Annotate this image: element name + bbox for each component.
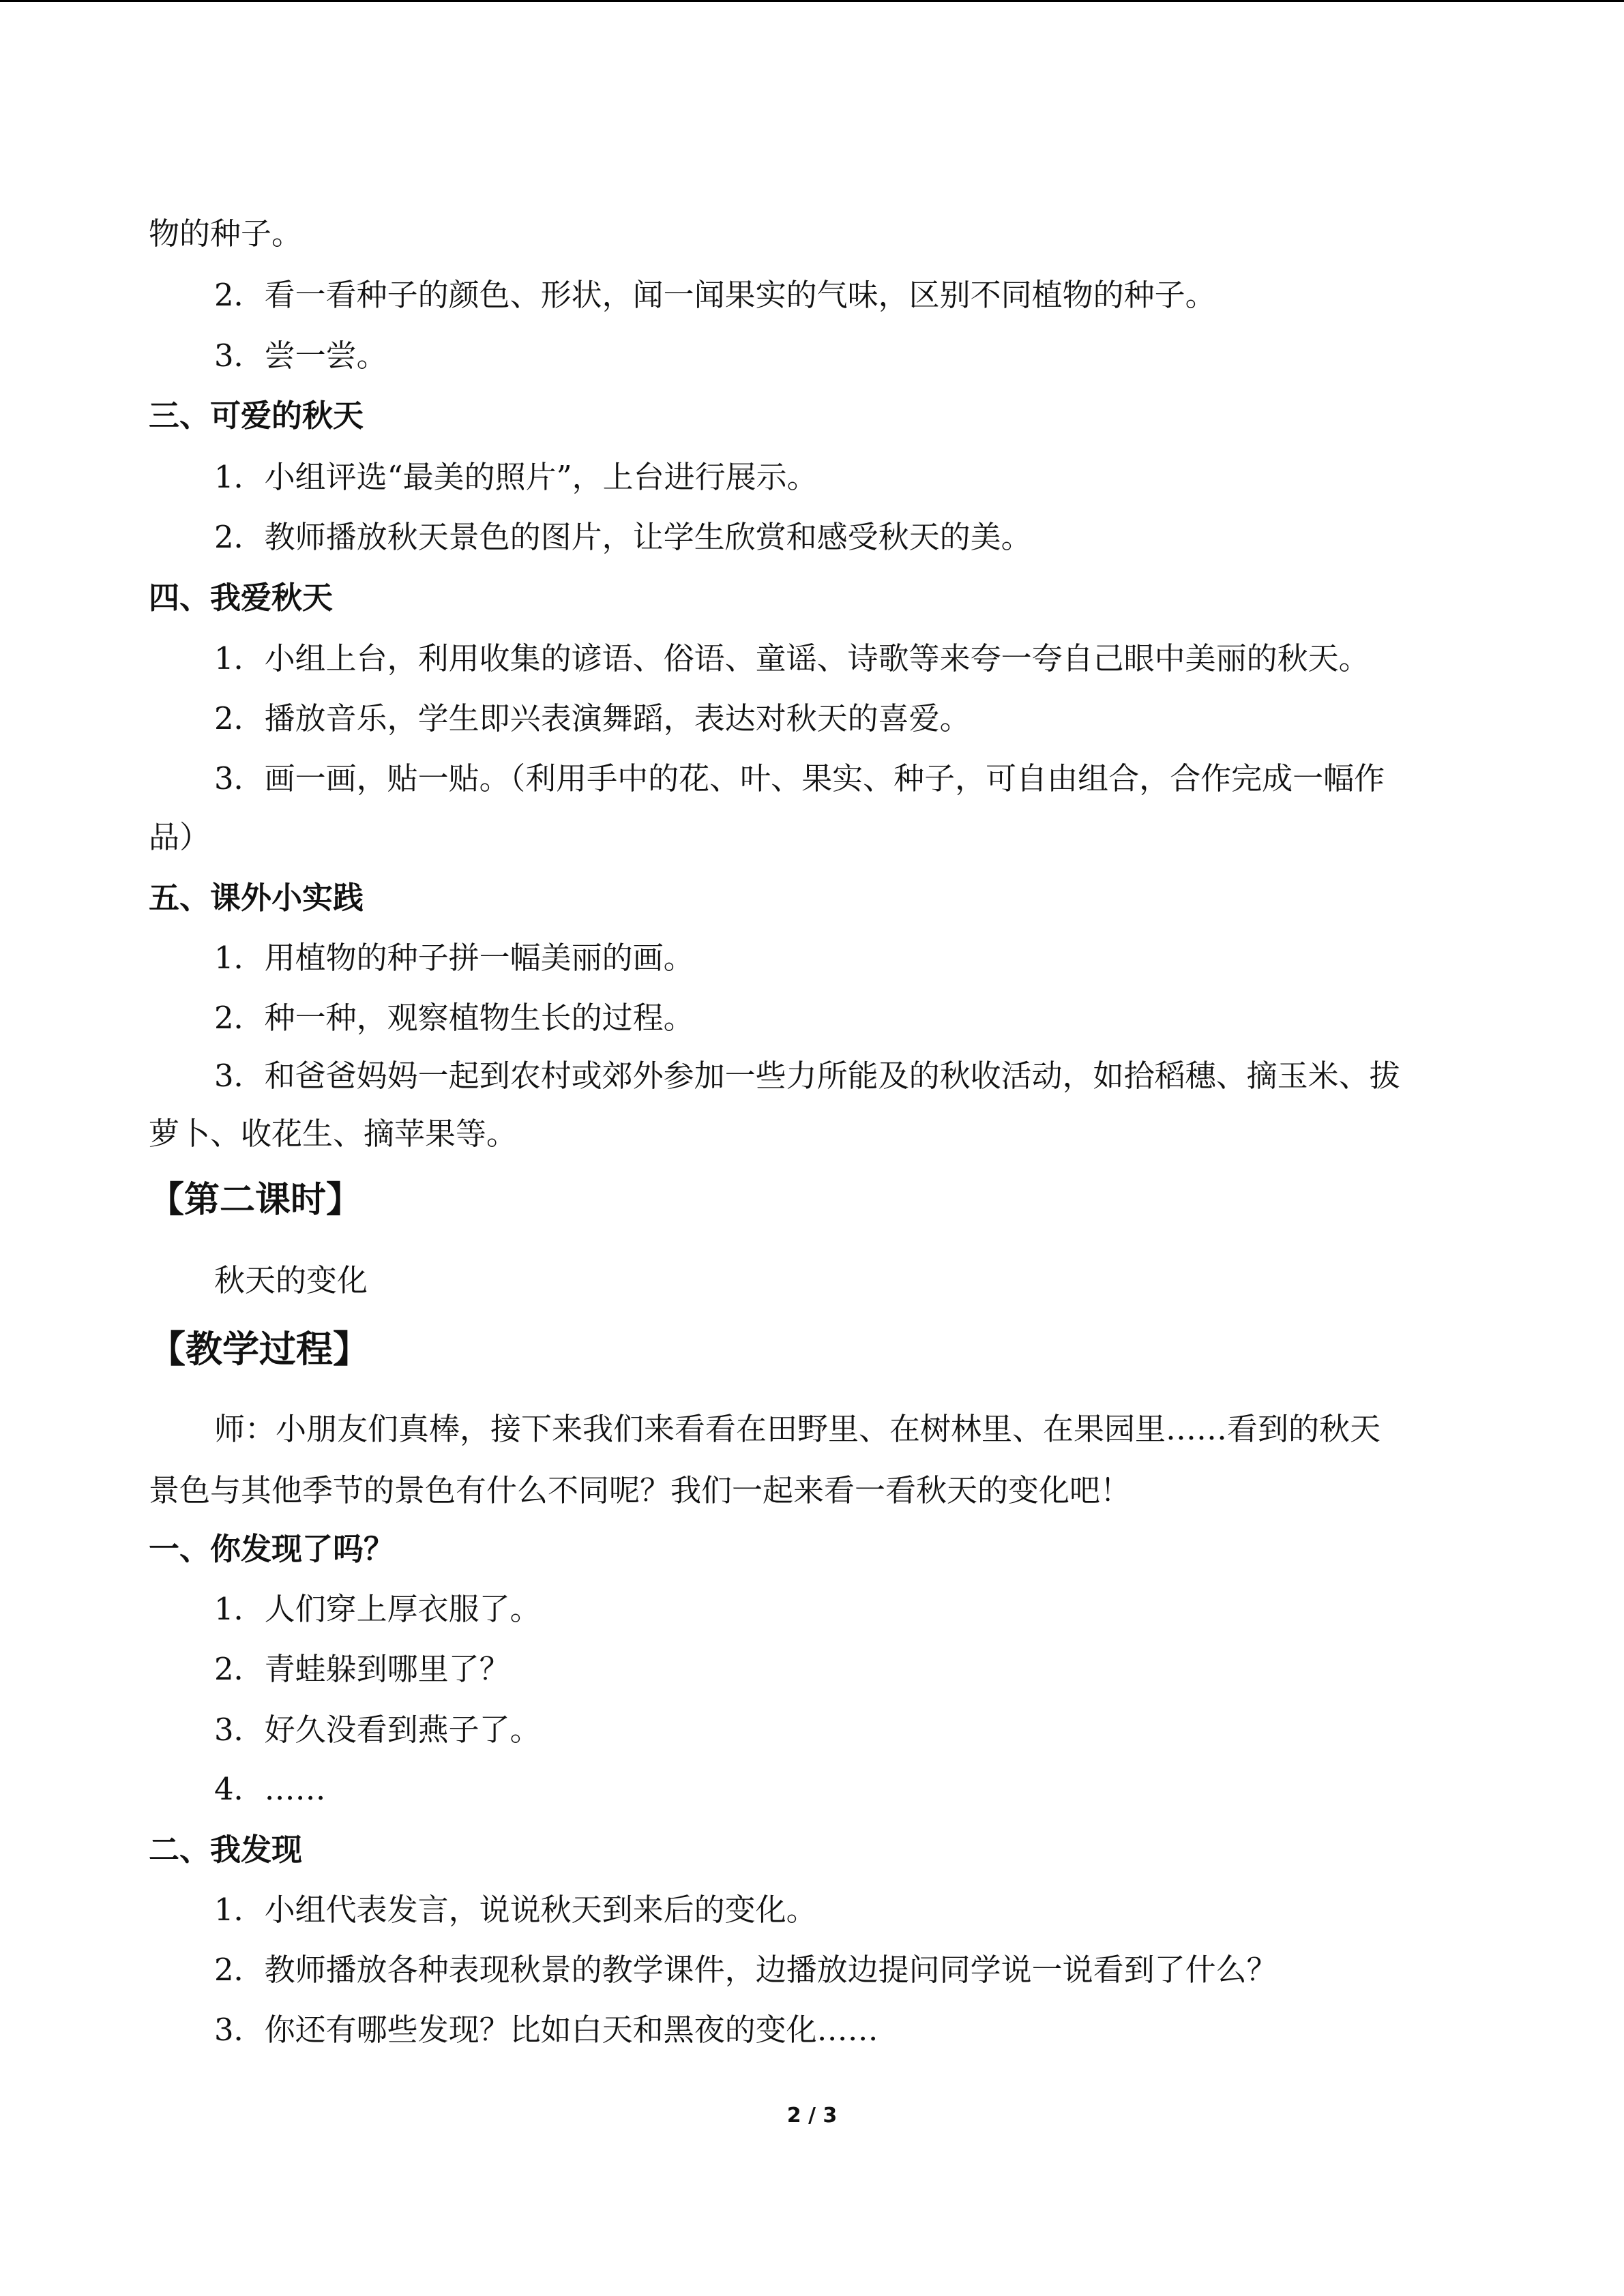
- process-heading: 【教学过程】: [149, 1327, 370, 1371]
- section-heading: 一、你发现了吗？: [149, 1531, 395, 1567]
- list-item: 1．用植物的种子拼一幅美丽的画。: [214, 940, 694, 976]
- paragraph: 物的种子。: [149, 215, 303, 252]
- list-item: 2．播放音乐，学生即兴表演舞蹈，表达对秋天的喜爱。: [214, 700, 971, 736]
- list-item: 2．教师播放秋天景色的图片，让学生欣赏和感受秋天的美。: [214, 519, 1032, 555]
- list-item: 1．人们穿上厚衣服了。: [214, 1591, 541, 1627]
- section-heading: 二、我发现: [149, 1832, 303, 1868]
- section-heading: 五、课外小实践: [149, 880, 364, 916]
- list-item: 1．小组评选“最美的照片”，上台进行展示。: [214, 459, 818, 495]
- list-item: 1．小组代表发言，说说秋天到来后的变化。: [214, 1892, 817, 1928]
- section-heading: 四、我爱秋天: [149, 580, 334, 616]
- list-item: 3．画一画，贴一贴。（利用手中的花、叶、果实、种子，可自由组合，合作完成一幅作: [214, 760, 1385, 796]
- list-item: 2．青蛙躲到哪里了？: [214, 1651, 510, 1687]
- list-item: 2．种一种，观察植物生长的过程。: [214, 1000, 694, 1036]
- list-item: 1．小组上台，利用收集的谚语、俗语、童谣、诗歌等来夸一夸自己眼中美丽的秋天。: [214, 640, 1370, 676]
- paragraph: 景色与其他季节的景色有什么不同呢？我们一起来看一看秋天的变化吧！: [149, 1472, 1132, 1508]
- paragraph: 师：小朋友们真棒，接下来我们来看看在田野里、在树林里、在果园里……看到的秋天: [214, 1411, 1381, 1447]
- list-item: 3．和爸爸妈妈一起到农村或郊外参加一些力所能及的秋收活动，如拾稻穗、摘玉米、拔: [214, 1058, 1400, 1094]
- paragraph: 品）: [149, 819, 211, 855]
- lesson-title: 秋天的变化: [214, 1262, 368, 1298]
- section-heading: 三、可爱的秋天: [149, 398, 364, 434]
- list-item: 3．尝一尝。: [214, 338, 387, 374]
- list-item: 3．好久没看到燕子了。: [214, 1712, 541, 1748]
- lesson-heading: 【第二课时】: [149, 1179, 362, 1221]
- list-item: 2．看一看种子的颜色、形状，闻一闻果实的气味，区别不同植物的种子。: [214, 277, 1216, 313]
- paragraph: 萝卜、收花生、摘苹果等。: [149, 1116, 518, 1152]
- list-item: 3．你还有哪些发现？比如白天和黑夜的变化……: [214, 2012, 879, 2048]
- page-top-border: [0, 0, 1624, 2]
- list-item: 4．……: [214, 1771, 326, 1807]
- page-number: 2 / 3: [786, 2104, 838, 2128]
- list-item: 2．教师播放各种表现秋景的教学课件，边播放边提问同学说一说看到了什么？: [214, 1952, 1278, 1988]
